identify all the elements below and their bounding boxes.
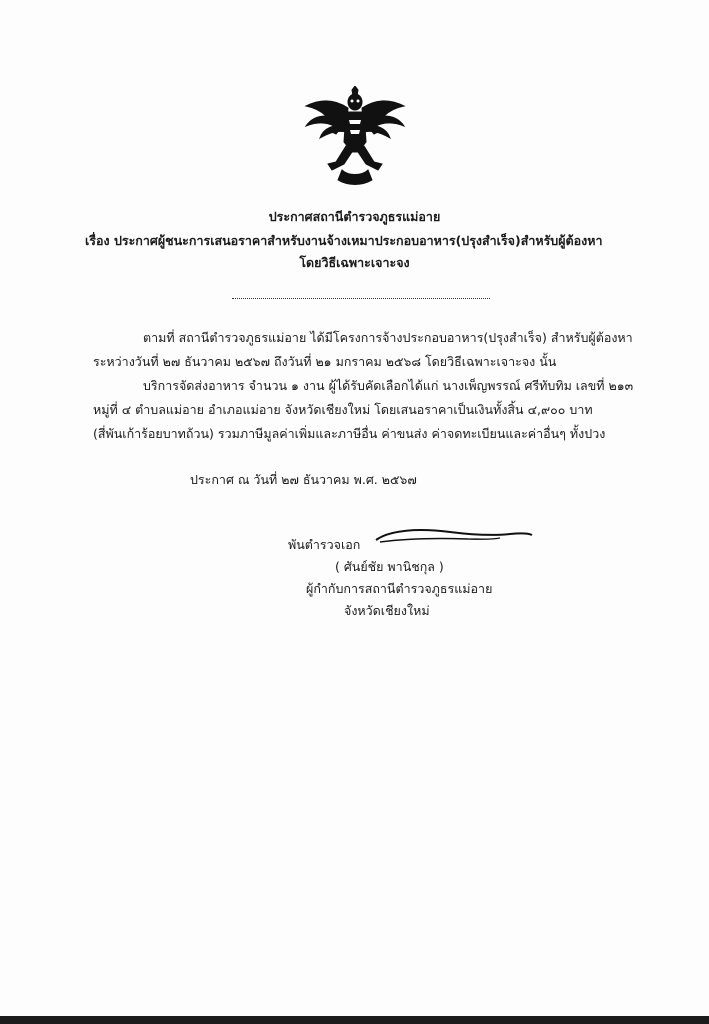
garuda-emblem-icon [302,86,408,188]
announcement-title: ประกาศสถานีตำรวจภูธรแม่อาย [268,209,441,224]
signer-rank: พันตำรวจเอก [288,537,361,552]
dotted-separator [232,298,490,299]
paragraph-1-line-2: ระหว่างวันที่ ๒๗ ธันวาคม ๒๕๖๗ ถึงวันที่ ๒๑ มกราคม ๒๕๖๘ โดยวิธีเฉพาะเจาะจง นั้น [93,354,557,369]
signer-name: ( ศันย์ชัย พานิชกุล ) [335,559,444,574]
paragraph-2-line-1: บริการจัดส่งอาหาร จำนวน ๑ งาน ผู้ได้รับคัดเลือกได้แก่ นางเพ็ญพรรณ์ ศรีทับทิม เลขที่ ๒๑๓ [143,378,634,393]
signer-province: จังหวัดเชียงใหม่ [344,603,430,618]
paragraph-2-line-2: หมู่ที่ ๔ ตำบลแม่อาย อำเภอแม่อาย จังหวัดเชียงใหม่ โดยเสนอราคาเป็นเงินทั้งสิ้น ๔,๙๐๐ บาท [93,402,593,417]
scan-edge [0,1016,709,1024]
subject-line-continued: โดยวิธีเฉพาะเจาะจง [299,255,410,270]
paragraph-1-line-1: ตามที่ สถานีตำรวจภูธรแม่อาย ได้มีโครงการจ้างประกอบอาหาร(ปรุงสำเร็จ) สำหรับผู้ต้องหา [143,330,633,345]
signer-position: ผู้กำกับการสถานีตำรวจภูธรแม่อาย [306,581,493,596]
subject-line: เรื่อง ประกาศผู้ชนะการเสนอราคาสำหรับงานจ้างเหมาประกอบอาหาร(ปรุงสำเร็จ)สำหรับผู้ต้องหา [85,233,603,248]
paragraph-2-line-3: (สี่พันเก้าร้อยบาทถ้วน) รวมภาษีมูลค่าเพิ่มและภาษีอื่น ค่าขนส่ง ค่าจดทะเบียนและค่าอื่นๆ ทั้งปวง [93,426,606,441]
handwritten-signature [370,524,535,548]
announce-date: ประกาศ ณ วันที่ ๒๗ ธันวาคม พ.ศ. ๒๕๖๗ [190,472,417,487]
